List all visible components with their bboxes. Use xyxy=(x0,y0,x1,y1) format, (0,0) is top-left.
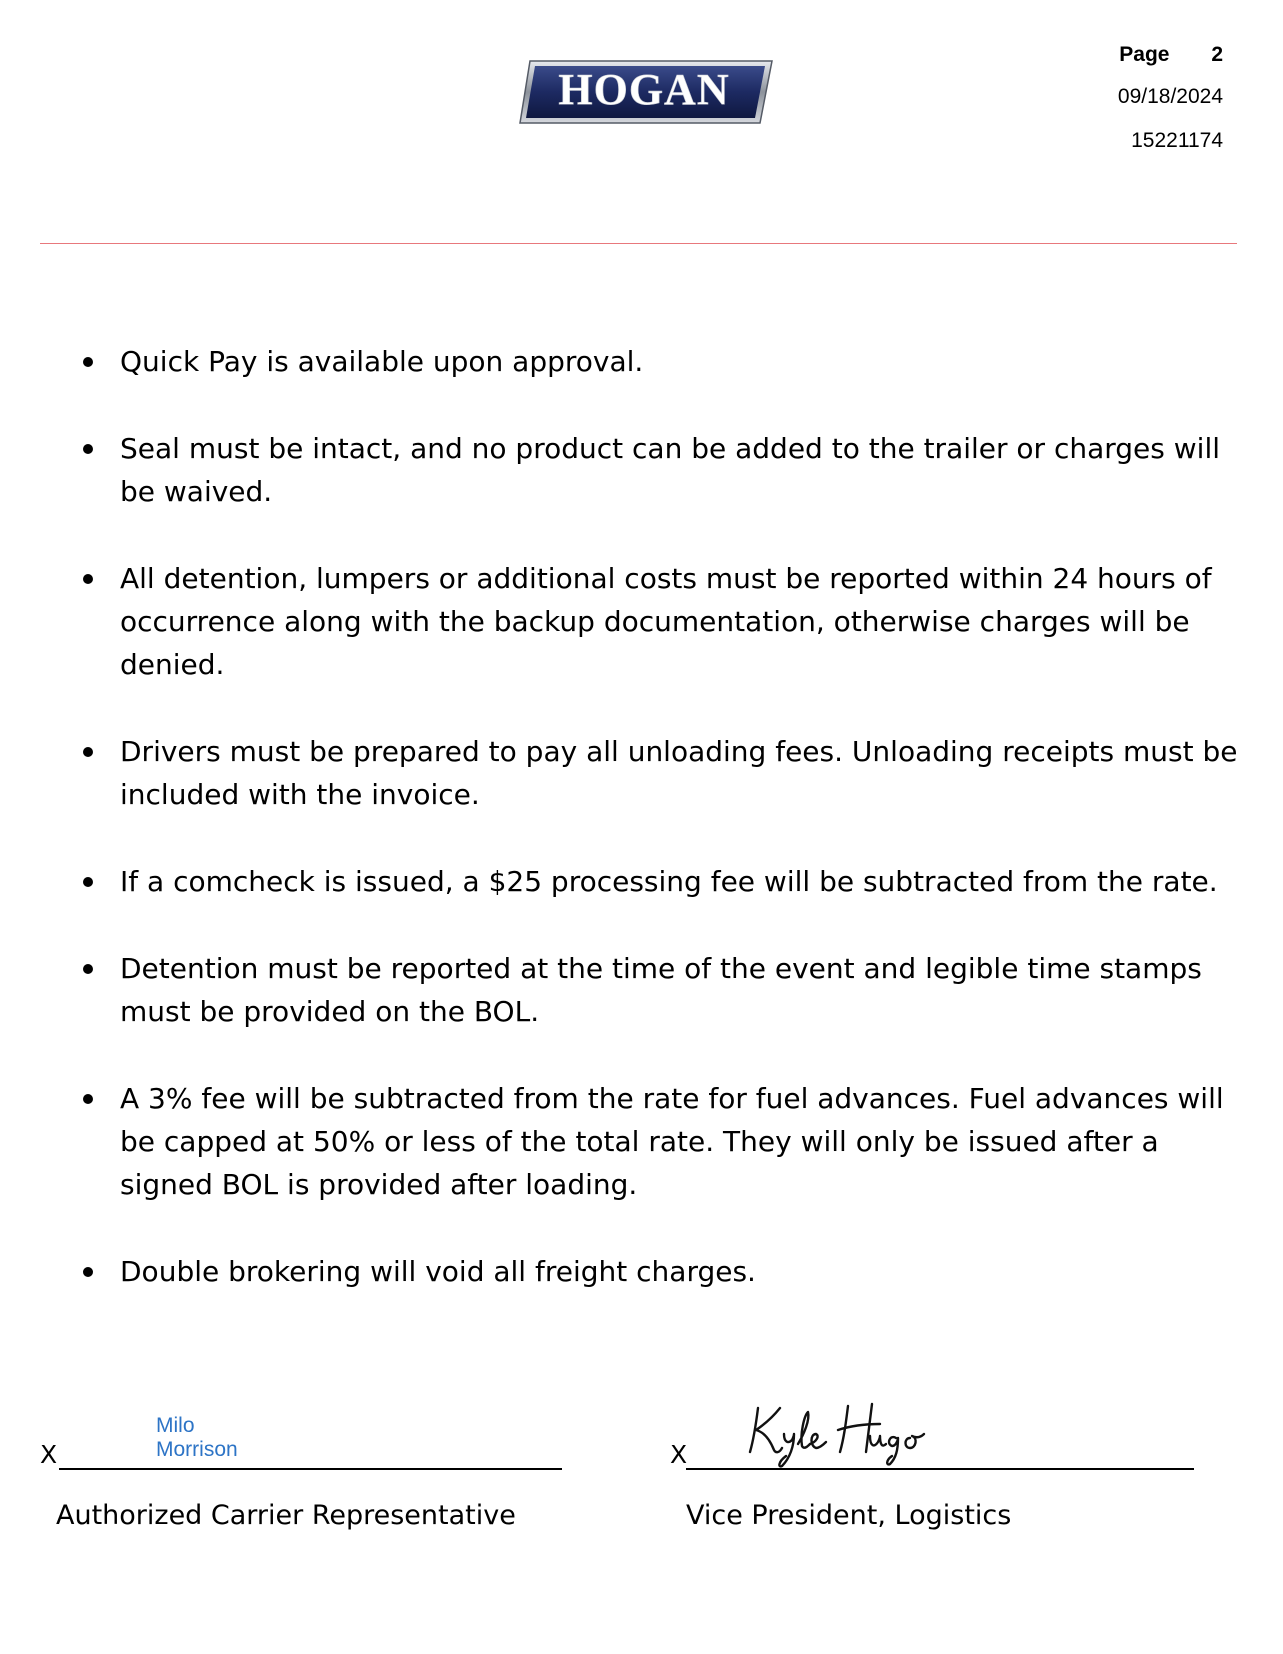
page-indicator xyxy=(1118,44,1223,65)
term-item: Seal must be intact, and no product can be added to the trailer or charges will be waived. xyxy=(78,427,1238,513)
signature-line xyxy=(686,1468,1194,1470)
signature-name: Kyle Hugo xyxy=(740,1394,746,1395)
reference-number: 15221174 xyxy=(1131,129,1223,152)
term-item: Quick Pay is available upon approval. xyxy=(78,340,1238,383)
signature-mark: X xyxy=(40,1440,58,1469)
term-item: All detention, lumpers or additional costs must be reported within 24 hours of occurrence along with the backup documentation, otherwise charges will be denied. xyxy=(78,557,1238,686)
term-item: Drivers must be prepared to pay all unloading fees. Unloading receipts must be included with the invoice. xyxy=(78,730,1238,816)
page-meta xyxy=(1118,44,1223,151)
document-date: 09/18/2024 xyxy=(1117,85,1223,108)
logo-text: HOGAN xyxy=(558,65,730,114)
vp-caption: Vice President, Logistics xyxy=(686,1500,1012,1531)
term-item: If a comcheck is issued, a $25 processing fee will be subtracted from the rate. xyxy=(78,860,1238,903)
carrier-typed-name: Milo Morrison xyxy=(156,1414,238,1461)
term-item: A 3% fee will be subtracted from the rate for fuel advances. Fuel advances will be capped at 50% or less of the total rate. They will only be issued after a signed BOL is provided after loading. xyxy=(78,1077,1238,1206)
page-label: Page xyxy=(1119,43,1170,66)
handwritten-signature xyxy=(740,1394,940,1472)
hogan-logo xyxy=(516,57,776,125)
terms-list xyxy=(78,340,1238,1337)
term-item: Detention must be reported at the time of the event and legible time stamps must be provided on the BOL. xyxy=(78,947,1238,1033)
signature-line xyxy=(59,1468,562,1470)
term-item: Double brokering will void all freight charges. xyxy=(78,1250,1238,1293)
carrier-caption: Authorized Carrier Representative xyxy=(56,1500,516,1531)
page-number: 2 xyxy=(1211,43,1223,66)
header-divider xyxy=(40,243,1237,244)
signature-mark: X xyxy=(670,1440,688,1469)
